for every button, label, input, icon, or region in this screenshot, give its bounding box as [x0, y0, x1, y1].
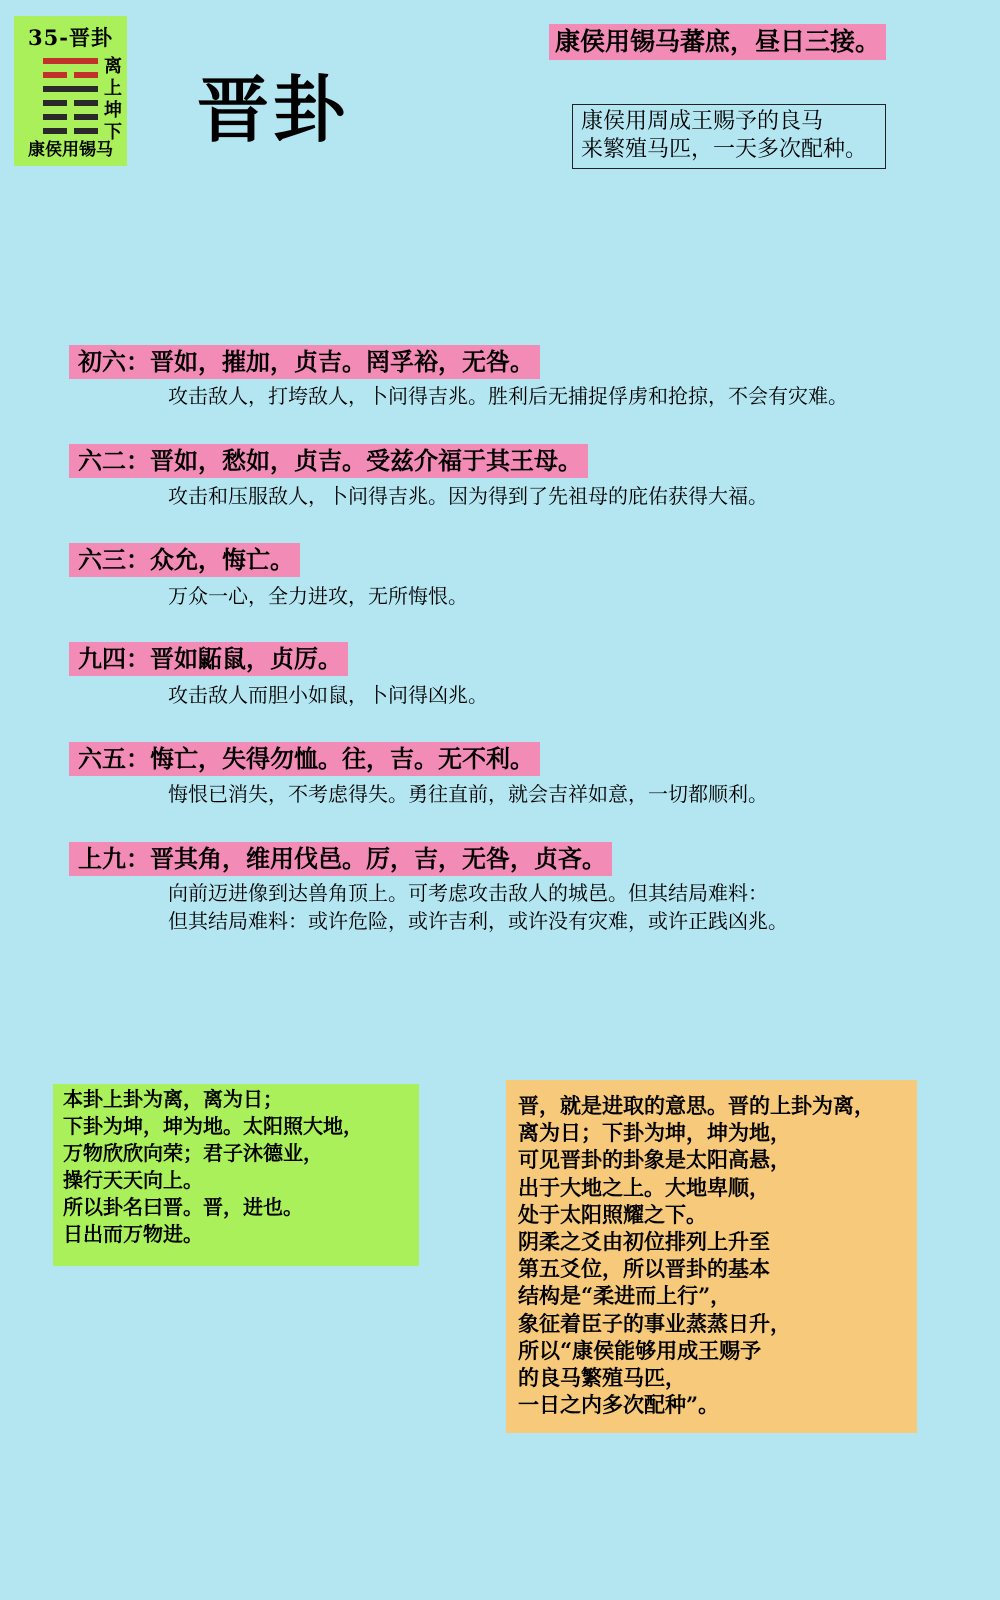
line-1-title: 初六：晋如，摧加，贞吉。罔孚裕，无咎。 [69, 345, 540, 379]
commentary-line: 可见晋卦的卦象是太阳高悬， [518, 1147, 791, 1173]
yang-line [43, 58, 98, 64]
line-4-title: 九四：晋如鼫鼠，贞厉。 [69, 642, 348, 676]
hexagram-symbol [43, 58, 98, 142]
commentary-line: 第五爻位，所以晋卦的基本 [518, 1256, 770, 1282]
line-2-title: 六二：晋如，愁如，贞吉。受兹介福于其王母。 [69, 444, 588, 478]
hexagram-badge [14, 16, 127, 166]
commentary-line: 象征着臣子的事业蒸蒸日升， [518, 1310, 791, 1336]
judgment-translation [572, 104, 886, 169]
line-3-desc: 万众一心，全力进攻，无所悔恨。 [168, 584, 468, 608]
line-6-title: 上九：晋其角，维用伐邑。厉，吉，无咎，贞吝。 [69, 842, 612, 876]
page-title: 晋卦 [197, 68, 350, 152]
commentary-line: 离为日；下卦为坤，坤为地， [518, 1120, 791, 1146]
line-2-desc: 攻击和压服敌人，卜问得吉兆。因为得到了先祖母的庇佑获得大福。 [168, 484, 768, 508]
commentary-line: 阴柔之爻由初位排列上升至 [518, 1229, 770, 1255]
commentary-orange [506, 1080, 917, 1433]
line-6-desc-1: 向前迈进像到达兽角顶上。可考虑攻击敌人的城邑。但其结局难料： [168, 881, 768, 905]
line-5-title: 六五：悔亡，失得勿恤。往，吉。无不利。 [69, 742, 540, 776]
yin-line [43, 128, 98, 134]
commentary-line: 万物欣欣向荣；君子沐德业， [63, 1141, 323, 1165]
commentary-line: 下卦为坤，坤为地。太阳照大地， [63, 1114, 363, 1138]
translation-line: 来繁殖马匹，一天多次配种。 [581, 137, 868, 162]
commentary-line: 操行天天向上。 [63, 1168, 203, 1192]
commentary-green [53, 1084, 419, 1266]
commentary-line: 所以卦名曰晋。晋，进也。 [63, 1195, 303, 1219]
yin-line [43, 114, 98, 120]
trigram-char: 坤 [104, 100, 122, 121]
commentary-line: 的良马繁殖马匹， [518, 1365, 686, 1391]
trigram-labels [102, 56, 124, 144]
line-4-desc: 攻击敌人而胆小如鼠，卜问得凶兆。 [168, 683, 488, 707]
line-5-desc: 悔恨已消失，不考虑得失。勇往直前，就会吉祥如意，一切都顺利。 [168, 782, 768, 806]
commentary-line: 日出而万物进。 [63, 1222, 203, 1246]
yin-line [43, 100, 98, 106]
translation-line: 康侯用周成王赐予的良马 [581, 109, 824, 134]
commentary-line: 出于大地之上。大地卑顺， [518, 1174, 770, 1200]
yin-line [43, 72, 98, 78]
commentary-line: 处于太阳照耀之下。 [518, 1201, 707, 1227]
trigram-char: 离 [104, 56, 122, 77]
line-1-desc: 攻击敌人，打垮敌人，卜问得吉兆。胜利后无捕捉俘虏和抢掠，不会有灾难。 [168, 384, 848, 408]
commentary-line: 本卦上卦为离，离为日； [63, 1087, 283, 1111]
line-6-desc-2: 但其结局难料：或许危险，或许吉利，或许没有灾难，或许正践凶兆。 [168, 909, 788, 933]
yang-line [43, 86, 98, 92]
judgment-text: 康侯用锡马蕃庶，昼日三接。 [549, 24, 886, 60]
commentary-line: 所以“康侯能够用成王赐予 [518, 1337, 762, 1363]
trigram-char: 下 [104, 122, 122, 143]
commentary-line: 结构是“柔进而上行”， [518, 1283, 732, 1309]
commentary-line: 晋，就是进取的意思。晋的上卦为离， [518, 1093, 875, 1118]
badge-title: 35-晋卦 [28, 25, 113, 50]
badge-subtitle: 康侯用锡马 [28, 140, 113, 160]
line-3-title: 六三：众允，悔亡。 [69, 543, 300, 577]
commentary-line: 一日之内多次配种”。 [518, 1392, 720, 1418]
trigram-char: 上 [104, 78, 122, 99]
